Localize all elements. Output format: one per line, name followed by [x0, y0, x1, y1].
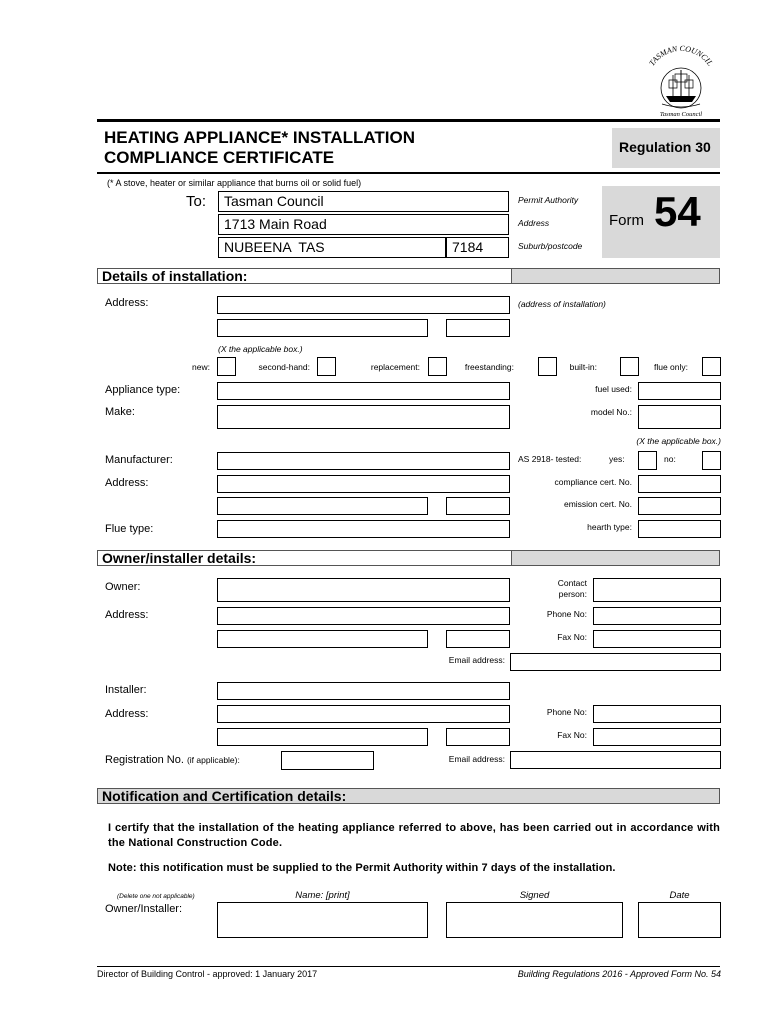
section-owner: [97, 550, 720, 566]
to-label: To:: [186, 193, 207, 210]
installer-address-label: Address:: [105, 708, 149, 720]
date-input[interactable]: [638, 902, 721, 938]
suburb-side-label: Suburb/postcode: [518, 241, 583, 251]
regulation-badge: [612, 128, 720, 168]
installer-phone-input[interactable]: [593, 705, 721, 723]
form-number: 54: [654, 188, 701, 235]
owner-fax-input[interactable]: [593, 630, 721, 648]
manufacturer-label: Manufacturer:: [105, 454, 173, 466]
registration-hint: (if applicable):: [186, 755, 240, 765]
section-notification: [97, 788, 720, 804]
footer-left: Director of Building Control - approved: 1 January 2017: [97, 969, 318, 979]
hearth-type-input[interactable]: [638, 520, 721, 538]
built-in-checkbox[interactable]: [620, 357, 639, 376]
make-input[interactable]: [217, 405, 510, 429]
header-bottom-rule: [97, 172, 720, 174]
council-logo: [640, 40, 722, 118]
replacement-label: replacement:: [370, 362, 420, 372]
title-line-2: COMPLIANCE CERTIFICATE: [104, 148, 335, 167]
owner-input[interactable]: [217, 578, 510, 602]
contact-label-line2: person:: [558, 589, 587, 599]
section-installation: [97, 268, 720, 284]
section-owner-title: Owner/installer details:: [102, 550, 257, 566]
installer-email-input[interactable]: [510, 751, 721, 769]
permit-authority-label: Permit Authority: [518, 195, 579, 205]
install-address-hint: (address of installation): [518, 299, 606, 309]
logo-top-text: TASMAN COUNCIL: [647, 43, 715, 68]
owner-address-label: Address:: [105, 609, 149, 621]
header-top-rule: [97, 119, 720, 122]
as-tested-no-checkbox[interactable]: [702, 451, 721, 470]
council-suburb-field[interactable]: NUBEENA TAS: [218, 237, 446, 258]
logo-bottom-text: Tasman Council: [659, 111, 703, 118]
installer-label: Installer:: [105, 684, 147, 696]
note-statement: Note: this notification must be supplied to the Permit Authority within 7 days of the installation.: [108, 862, 616, 874]
owner-email-input[interactable]: [510, 653, 721, 671]
flue-only-label: flue only:: [653, 362, 688, 372]
contact-label-line1: Contact: [557, 578, 587, 588]
form-title: [104, 128, 415, 168]
fuel-used-input[interactable]: [638, 382, 721, 400]
installer-fax-input[interactable]: [593, 728, 721, 746]
hearth-type-label: hearth type:: [587, 522, 632, 532]
date-label: Date: [669, 890, 690, 901]
new-checkbox[interactable]: [217, 357, 236, 376]
second-hand-label: second-hand:: [258, 362, 310, 372]
as-tested-no-label: no:: [664, 454, 676, 464]
owner-postcode-input[interactable]: [446, 630, 510, 648]
owner-label: Owner:: [105, 581, 141, 593]
registration-label: [105, 754, 240, 766]
contact-person-input[interactable]: [593, 578, 721, 602]
owner-installer-label: Owner/Installer:: [105, 903, 183, 915]
built-in-label: built-in:: [569, 362, 597, 372]
freestanding-checkbox[interactable]: [538, 357, 557, 376]
flue-type-label: Flue type:: [105, 523, 154, 535]
installer-email-label: Email address:: [448, 754, 505, 764]
council-postcode-field[interactable]: 7184: [446, 237, 509, 258]
replacement-checkbox[interactable]: [428, 357, 447, 376]
regulation-label: Regulation 30: [619, 139, 711, 155]
new-label: new:: [192, 362, 210, 372]
compliance-cert-input[interactable]: [638, 475, 721, 493]
owner-suburb-input[interactable]: [217, 630, 428, 648]
delete-hint: (Delete one not applicable): [117, 893, 195, 900]
title-line-1: HEATING APPLIANCE* INSTALLATION: [104, 128, 416, 147]
registration-label-text: Registration No.: [105, 754, 184, 766]
section-installation-title: Details of installation:: [102, 268, 248, 284]
install-suburb-input[interactable]: [217, 319, 428, 337]
as-tested-yes-label: yes:: [609, 454, 625, 464]
manufacturer-suburb-input[interactable]: [217, 497, 428, 515]
installer-suburb-input[interactable]: [217, 728, 428, 746]
signed-label: Signed: [519, 890, 550, 901]
owner-email-label: Email address:: [448, 655, 505, 665]
model-input[interactable]: [638, 405, 721, 429]
emission-cert-label: emission cert. No.: [563, 499, 632, 509]
compliance-cert-label: compliance cert. No.: [554, 477, 632, 487]
svg-text:TASMAN COUNCIL: [647, 44, 715, 68]
owner-address-input[interactable]: [217, 607, 510, 625]
freestanding-label: freestanding:: [464, 362, 514, 372]
signature-input[interactable]: [446, 902, 623, 938]
form-word: Form: [609, 212, 644, 229]
name-print-label: Name: [print]: [295, 890, 350, 901]
emission-cert-input[interactable]: [638, 497, 721, 515]
contact-person-label: [520, 578, 587, 600]
footer-rule: [97, 966, 720, 967]
owner-phone-label: Phone No:: [546, 609, 587, 619]
installer-address-input[interactable]: [217, 705, 510, 723]
second-hand-checkbox[interactable]: [317, 357, 336, 376]
appliance-type-input[interactable]: [217, 382, 510, 400]
model-label: model No.:: [590, 407, 632, 417]
checkbox-hint: (X the applicable box.): [218, 344, 303, 354]
as-tested-yes-checkbox[interactable]: [638, 451, 657, 470]
make-label: Make:: [105, 406, 135, 418]
fuel-used-label: fuel used:: [595, 384, 632, 394]
council-name-field[interactable]: Tasman Council: [218, 191, 509, 212]
council-address-field[interactable]: 1713 Main Road: [218, 214, 509, 235]
footer-right: Building Regulations 2016 - Approved Form No. 54: [517, 969, 721, 979]
manufacturer-address-input[interactable]: [217, 475, 510, 493]
section-notification-title: Notification and Certification details:: [102, 788, 347, 804]
installer-input[interactable]: [217, 682, 510, 700]
manufacturer-postcode-input[interactable]: [446, 497, 510, 515]
flue-only-checkbox[interactable]: [702, 357, 721, 376]
ship-seal-icon: [640, 40, 722, 118]
flue-type-input[interactable]: [217, 520, 510, 538]
appliance-footnote: (* A stove, heater or similar appliance that burns oil or solid fuel): [107, 178, 362, 188]
manufacturer-input[interactable]: [217, 452, 510, 470]
install-postcode-input[interactable]: [446, 319, 510, 337]
registration-input[interactable]: [281, 751, 374, 770]
manufacturer-address-label: Address:: [105, 477, 149, 489]
as-tested-label: AS 2918- tested:: [518, 454, 582, 464]
installer-postcode-input[interactable]: [446, 728, 510, 746]
address-side-label: Address: [518, 218, 550, 228]
installer-phone-label: Phone No:: [546, 707, 587, 717]
owner-fax-label: Fax No:: [557, 632, 587, 642]
form-number-badge: [602, 186, 720, 258]
owner-phone-input[interactable]: [593, 607, 721, 625]
install-address-label: Address:: [105, 297, 149, 309]
name-print-input[interactable]: [217, 902, 428, 938]
appliance-type-label: Appliance type:: [105, 384, 181, 396]
checkbox-hint-2: (X the applicable box.): [636, 436, 721, 446]
certify-statement: I certify that the installation of the heating appliance referred to above, has been carried out in accordance with the National Construction Code.: [108, 822, 720, 849]
installer-fax-label: Fax No:: [557, 730, 587, 740]
install-address-input[interactable]: [217, 296, 510, 314]
